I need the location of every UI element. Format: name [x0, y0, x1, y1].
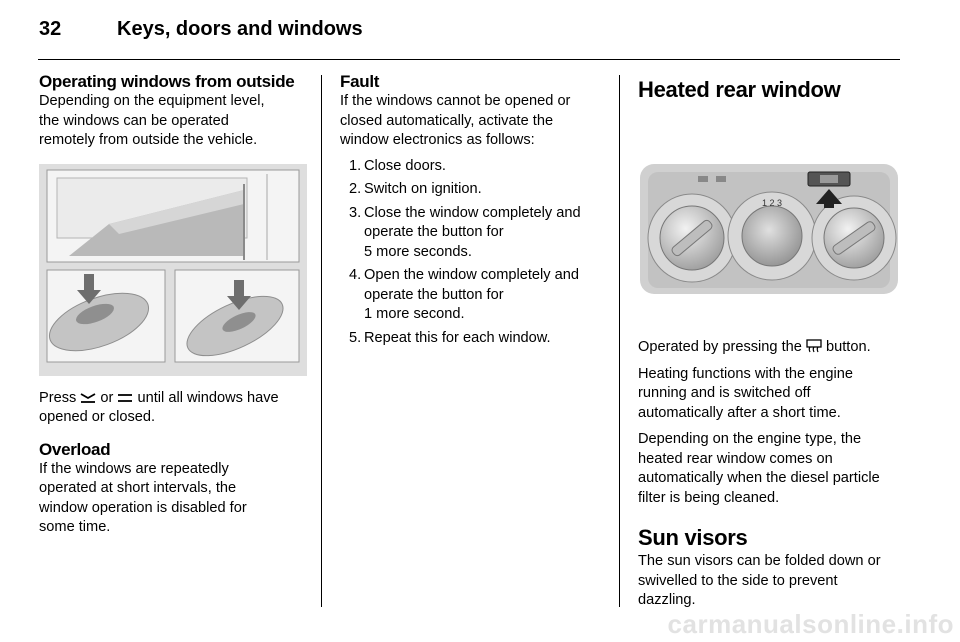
list-item: 1. Close doors.: [349, 157, 446, 174]
column-heated-rear-window: [638, 72, 903, 611]
page-title: Keys, doors and windows: [117, 18, 363, 40]
column-divider-1: [321, 75, 322, 607]
header-rule: [38, 59, 900, 60]
section-heading-fault: Fault: [340, 72, 380, 91]
section-heading-overload: Overload: [39, 439, 111, 459]
list-item: 3. Close the window completely and operate the button for 5 more seconds.: [349, 204, 581, 260]
page-number: 32: [39, 18, 62, 40]
window-close-icon: [117, 390, 133, 406]
key-remote-illustration: [39, 164, 307, 376]
list-item: 5. Repeat this for each window.: [349, 329, 551, 346]
paragraph-overload: If the windows are repeatedly operated at short intervals, the window operation is disabled for some time.: [39, 460, 247, 535]
list-item: 4. Open the window completely and operate the button for 1 more second.: [349, 267, 579, 322]
section-heading-heated-rear-window: Heated rear window: [638, 77, 841, 102]
column-windows-outside: [39, 72, 307, 538]
section-heading-operating-windows: Operating windows from outside: [39, 72, 295, 91]
column-divider-2: [619, 75, 620, 607]
paragraph-fault-intro: If the windows cannot be opened or closed automatically, activate the window electronics as follows:: [340, 93, 571, 148]
paragraph-sun-visors: The sun visors can be folded down or swivelled to the side to prevent dazzling.: [638, 553, 881, 608]
page-header: [0, 0, 960, 60]
paragraph-press-buttons: Press or until all windows have opened or closed.: [39, 389, 279, 425]
list-item: 2. Switch on ignition.: [349, 181, 482, 197]
paragraph-operated: Operated by pressing the button.: [638, 339, 871, 355]
svg-text:1 2 3: 1 2 3: [761, 198, 783, 208]
paragraph-heating-functions: Heating functions with the engine running and is switched off automatically after a short time.: [638, 365, 853, 421]
window-open-icon: [80, 390, 96, 406]
fault-steps-list: [340, 157, 605, 349]
paragraph-intro: Depending on the equipment level, the windows can be operated remotely from outside the vehicle.: [39, 93, 265, 148]
watermark: carmanualsonline.info: [667, 609, 954, 639]
climate-control-panel-illustration: [638, 114, 900, 324]
paragraph-engine-type: Depending on the engine type, the heated rear window comes on automatically when the diesel particle filter is being cleaned.: [638, 431, 880, 506]
rear-window-heating-icon: [806, 339, 822, 355]
column-fault: [340, 72, 605, 352]
section-heading-sun-visors: Sun visors: [638, 525, 748, 550]
